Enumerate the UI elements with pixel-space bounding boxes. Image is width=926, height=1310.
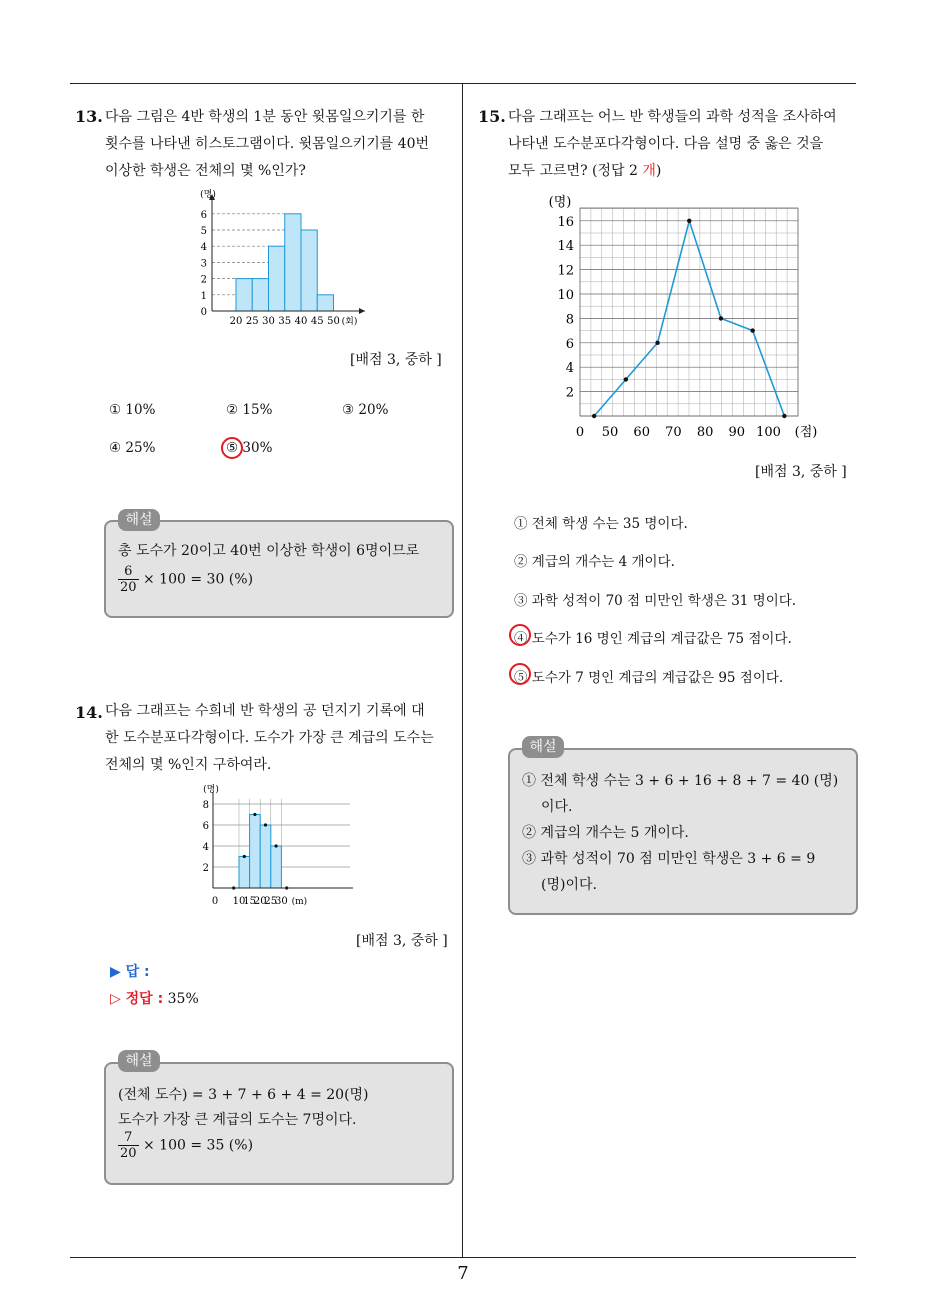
x-tick-label: 80 xyxy=(696,425,714,440)
y-tick-label: 10 xyxy=(557,288,574,303)
q15-choice-4[interactable]: ④ 도수가 16 명인 계급의 계급값은 75 점이다. xyxy=(514,631,792,647)
x-tick-label: 25 xyxy=(245,316,259,327)
y-tick-label: 2 xyxy=(565,385,574,401)
x-tick-label: 50 xyxy=(601,425,619,440)
x-tick-label: 60 xyxy=(633,425,650,440)
page-number: 7 xyxy=(457,1263,469,1284)
q13-explanation-box xyxy=(104,520,454,618)
y-tick-label: 0 xyxy=(200,307,207,318)
q15-line-3 xyxy=(508,158,860,185)
x-axis-label: (회) xyxy=(341,317,358,327)
q14-line-3: 전체의 몇 %인지 구하여라. xyxy=(105,757,272,773)
y-tick-label: 2 xyxy=(200,274,207,286)
y-tick-label: 3 xyxy=(200,258,207,270)
answer-count-prefix: (정답 2 xyxy=(592,163,643,179)
q15-choice-3[interactable]: ③ 과학 성적이 70 점 미만인 학생은 31 명이다. xyxy=(514,593,797,609)
top-rule xyxy=(70,83,856,84)
q13-choice-1[interactable]: ① 10% xyxy=(109,402,156,418)
q13-line-1: 다음 그림은 4반 학생의 1분 동안 윗몸일으키기를 한 xyxy=(105,109,425,125)
data-point xyxy=(782,414,786,418)
y-axis-label: (명) xyxy=(548,195,572,210)
q14-answer-label: ▶ 답 : xyxy=(110,964,150,980)
x-tick-label: 45 xyxy=(310,316,324,327)
q15-explanation-tag: 해설 xyxy=(522,736,564,758)
q14-line-1: 다음 그래프는 수희네 반 학생의 공 던지기 기록에 대 xyxy=(105,703,425,719)
q13-expl-line2 xyxy=(118,564,253,595)
q14-score: [배점 3, 중하 ] xyxy=(356,933,448,949)
q14-explanation-box xyxy=(104,1062,454,1185)
x-tick-label: 20 xyxy=(229,316,243,327)
histogram-bar xyxy=(260,825,271,888)
y-tick-label: 12 xyxy=(557,263,574,279)
q15-number: 15. xyxy=(478,107,506,126)
q15-question xyxy=(508,104,860,185)
q14-correct-value: 35% xyxy=(167,991,199,1007)
q13-expl-calc: × 100 = 30 (%) xyxy=(143,571,254,588)
q13-selected-mark xyxy=(221,437,243,459)
y-tick-label: 1 xyxy=(200,290,207,302)
histogram-bar xyxy=(301,230,317,311)
q15-line-3-text: 모두 고르면? xyxy=(508,163,588,179)
x-tick-label: 100 xyxy=(756,425,781,440)
q14-line-2: 한 도수분포다각형이다. 도수가 가장 큰 계급의 도수는 xyxy=(105,730,434,746)
x-axis-label: (m) xyxy=(291,897,308,907)
histogram-bar xyxy=(271,846,282,888)
y-tick-label: 2 xyxy=(202,863,209,874)
q13-line-3: 이상한 학생은 전체의 몇 %인가? xyxy=(105,163,306,179)
q13-explanation-tag: 해설 xyxy=(118,509,160,531)
x-axis-label: (점) xyxy=(794,425,818,440)
frac-numerator: 7 xyxy=(118,1130,139,1146)
y-tick-label: 14 xyxy=(557,239,574,255)
data-point xyxy=(655,341,659,345)
data-point xyxy=(243,855,246,858)
q15-choice-2[interactable]: ② 계급의 개수는 4 개이다. xyxy=(514,554,675,570)
x-tick-label: 30 xyxy=(275,896,288,907)
q14-number: 14. xyxy=(75,703,103,722)
y-tick-label: 4 xyxy=(200,242,207,254)
column-divider xyxy=(462,83,463,1258)
q15-expl-line2: 이다. xyxy=(541,799,573,815)
q14-correct-label: ▷ 정답 : xyxy=(110,991,164,1007)
y-tick-label: 6 xyxy=(565,336,574,352)
answer-count-suffix: ) xyxy=(655,163,662,179)
histogram-bar xyxy=(236,279,252,311)
data-point xyxy=(592,414,596,418)
x-tick-label: 20 xyxy=(253,896,267,907)
x-tick-label: 0 xyxy=(575,425,585,440)
q14-correct-row xyxy=(110,988,199,1008)
answer-count-unit: 개 xyxy=(642,163,656,179)
histogram-bar xyxy=(285,214,301,311)
q15-expl-line5: (명)이다. xyxy=(541,877,597,893)
q15-explanation-box xyxy=(508,748,858,915)
x-tick-label: 50 xyxy=(327,316,340,327)
q15-choice-1[interactable]: ① 전체 학생 수는 35 명이다. xyxy=(514,516,688,532)
q15-line-1: 다음 그래프는 어느 반 학생들의 과학 성적을 조사하여 xyxy=(508,109,837,125)
q15-choice-5[interactable]: ⑤ 도수가 7 명인 계급의 계급값은 95 점이다. xyxy=(514,670,784,686)
y-tick-label: 8 xyxy=(202,800,209,811)
histogram-bar xyxy=(317,295,333,311)
q14-question xyxy=(105,698,457,779)
q13-score: [배점 3, 중하 ] xyxy=(350,352,442,368)
q13-choice-2[interactable]: ② 15% xyxy=(226,402,273,418)
x-axis-arrow xyxy=(359,308,365,314)
q14-expl-fraction xyxy=(118,1130,139,1161)
q14-expl-line3 xyxy=(118,1130,253,1161)
frac-denominator: 20 xyxy=(120,580,137,595)
q15-selected-mark-4 xyxy=(509,624,531,646)
q15-frequency-polygon xyxy=(540,192,830,442)
histogram-bar xyxy=(252,279,268,311)
q13-number: 13. xyxy=(75,107,103,126)
x-tick-label: 30 xyxy=(262,316,275,327)
data-point xyxy=(264,823,267,826)
q13-choice-4[interactable]: ④ 25% xyxy=(109,440,156,456)
data-point xyxy=(687,219,691,223)
y-axis-label: (명) xyxy=(200,190,216,200)
q15-answer-count xyxy=(592,163,661,179)
y-tick-label: 5 xyxy=(200,226,207,237)
q14-expl-calc: × 100 = 35 (%) xyxy=(143,1137,254,1154)
y-tick-label: 4 xyxy=(565,361,574,377)
q15-score: [배점 3, 중하 ] xyxy=(755,464,847,480)
histogram-bar xyxy=(269,246,285,311)
y-tick-label: 4 xyxy=(202,842,209,853)
x-tick-label: 10 xyxy=(232,896,246,907)
y-tick-label: 6 xyxy=(200,209,207,221)
q15-expl-line3: ② 계급의 개수는 5 개이다. xyxy=(522,825,689,841)
x-tick-label: 40 xyxy=(294,316,308,327)
y-axis-label: (명) xyxy=(203,785,219,795)
q13-histogram xyxy=(190,188,375,328)
q14-expl-line2: 도수가 가장 큰 계급의 도수는 7명이다. xyxy=(118,1112,357,1128)
y-tick-label: 8 xyxy=(565,312,574,328)
x-tick-label: 15 xyxy=(243,896,256,907)
data-point xyxy=(253,813,256,816)
q14-expl-line1: (전체 도수) = 3 + 7 + 6 + 4 = 20(명) xyxy=(118,1087,369,1103)
x-tick-label: 70 xyxy=(665,425,682,440)
histogram-bar xyxy=(239,857,250,889)
q15-selected-mark-5 xyxy=(509,663,531,685)
q13-expl-fraction xyxy=(118,564,139,595)
q13-question xyxy=(105,104,457,185)
q14-answer-row xyxy=(110,961,150,981)
q14-frequency-polygon xyxy=(195,780,365,910)
histogram-bar xyxy=(250,815,261,889)
data-point xyxy=(719,316,723,320)
data-point xyxy=(750,328,754,332)
y-tick-label: 16 xyxy=(557,214,574,230)
q13-choice-3[interactable]: ③ 20% xyxy=(342,402,389,418)
data-point xyxy=(275,844,278,847)
data-point xyxy=(624,377,628,381)
q15-expl-line4: ③ 과학 성적이 70 점 미만인 학생은 3 + 6 = 9 xyxy=(522,851,816,867)
q14-explanation-tag: 해설 xyxy=(118,1050,160,1072)
y-tick-label: 6 xyxy=(202,821,209,832)
q15-line-2: 나타낸 도수분포다각형이다. 다음 설명 중 옳은 것을 xyxy=(508,136,824,152)
frac-numerator: 6 xyxy=(118,564,139,580)
x-tick-label: 90 xyxy=(728,425,746,440)
q13-choice-5[interactable]: ⑤ 30% xyxy=(226,440,273,456)
x-tick-label: 25 xyxy=(264,896,278,907)
q13-line-2: 횟수를 나타낸 히스토그램이다. 윗몸일으키기를 40번 xyxy=(105,136,430,152)
x-tick-label: 0 xyxy=(211,896,219,907)
bottom-rule xyxy=(70,1257,856,1258)
q15-expl-line1: ① 전체 학생 수는 3 + 6 + 16 + 8 + 7 = 40 (명) xyxy=(522,773,839,789)
frac-denominator: 20 xyxy=(120,1146,137,1161)
x-tick-label: 35 xyxy=(278,316,292,327)
q13-expl-line1: 총 도수가 20이고 40번 이상한 학생이 6명이므로 xyxy=(118,543,420,559)
